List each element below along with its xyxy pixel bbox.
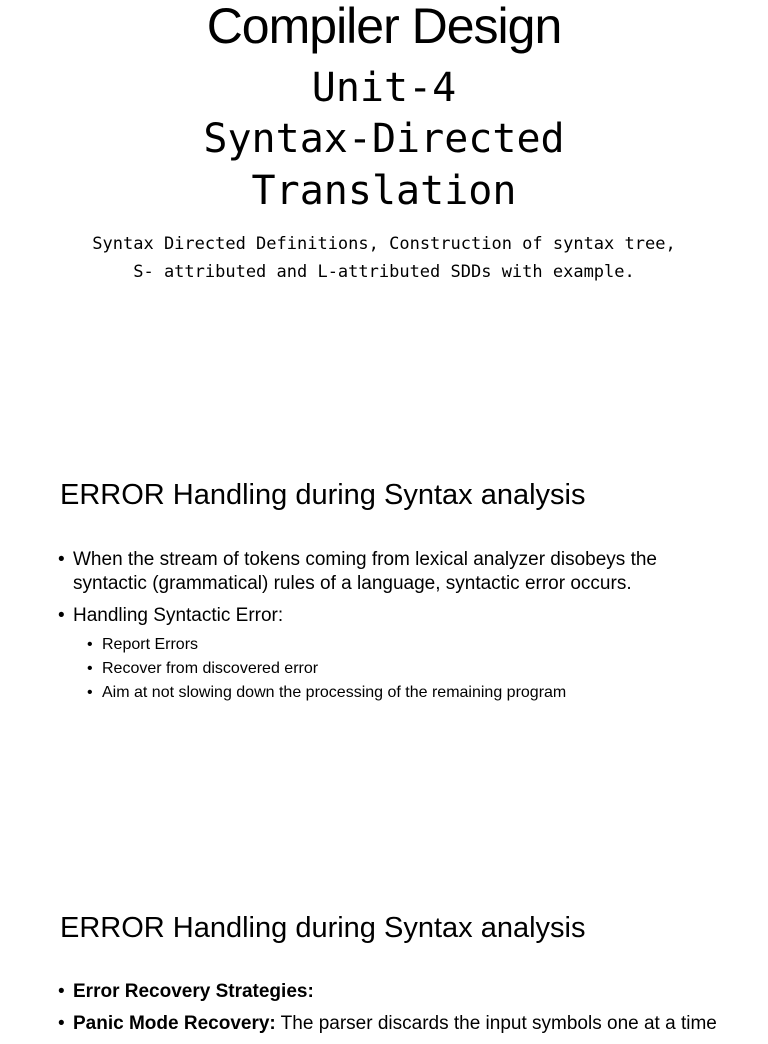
error-recovery-slide [0,870,768,1034]
bullet-syntactic-error: • When the stream of tokens coming from lexical analyzer disobeys the syntactic (grammatical) rules of a language, syntactic error occurs. [58,548,718,596]
bold-label: Panic Mode Recovery: [73,1013,276,1034]
sub-bullet-report-errors: • Report Errors [58,633,718,657]
sub-bullet-recover: • Recover from discovered error [58,657,718,681]
section-heading: ERROR Handling during Syntax analysis [60,479,586,511]
unit-description: Syntax Directed Definitions, Construction of syntax tree, S- attributed and L-attributed SDDs with example. [92,234,676,282]
bullet-error-recovery [58,980,718,1004]
subtitle-line-1: Syntax-Directed [203,116,565,162]
subtitle-line-2: Translation [251,168,517,214]
bold-label: Error Recovery Strategies: [73,981,314,1002]
bullet-handling-error [58,604,718,628]
sub-bullet-list-wrapper [58,633,718,705]
sub-bullet-aim: • Aim at not slowing down the processing of the remaining program [58,681,718,705]
bullet-list [58,980,718,1044]
unit-label: Unit-4 [311,65,457,111]
sub-bullet-list [58,633,718,705]
title-slide [0,0,768,400]
bullet-panic-mode [58,1012,718,1036]
section-heading: ERROR Handling during Syntax analysis [60,912,586,944]
error-handling-slide [0,440,768,860]
bullet-text: The parser discards the input symbols one at a time [275,1013,717,1034]
bullet-list [58,548,718,705]
bullet-label: Handling Syntactic Error: [73,605,284,626]
slide-title: Compiler Design [206,0,562,54]
